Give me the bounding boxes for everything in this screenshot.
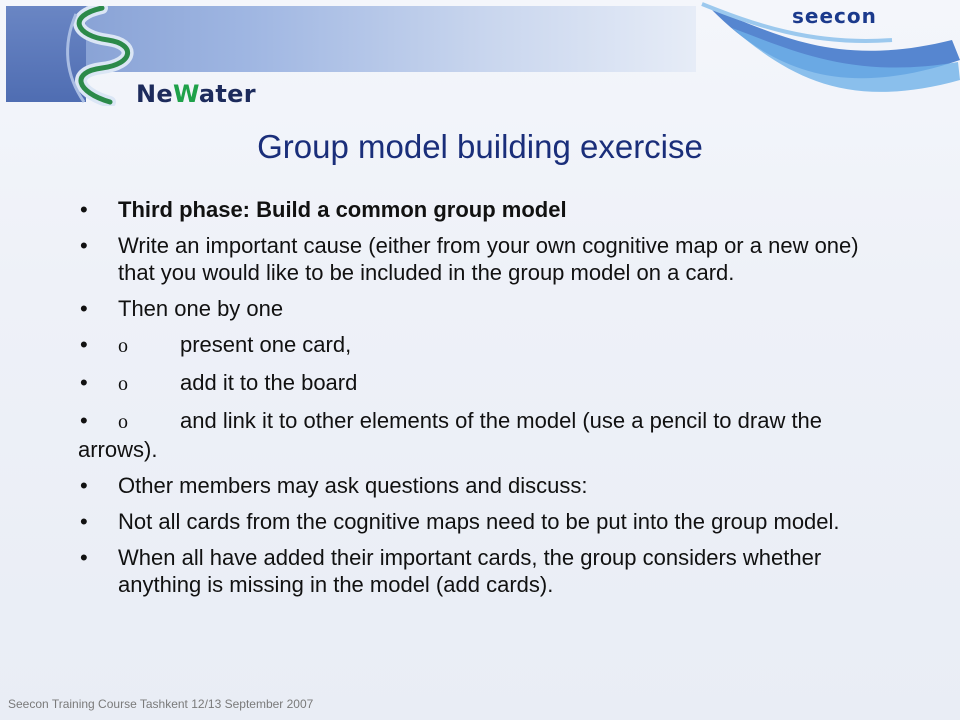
bullet-text: Not all cards from the cognitive maps need to be put into the group model. xyxy=(118,509,840,534)
sub-bullet-text: present one card, xyxy=(180,332,352,357)
bullet-text: Third phase: Build a common group model xyxy=(118,197,567,222)
bullet-icon: • xyxy=(80,370,88,395)
slide-title: Group model building exercise xyxy=(257,128,703,165)
seecon-logo-text: seecon xyxy=(792,4,877,28)
bullet-icon: • xyxy=(80,545,88,570)
bullet-icon: • xyxy=(80,332,88,357)
bullet-item xyxy=(78,196,898,223)
bullet-item xyxy=(78,508,898,535)
bullet-text: Then one by one xyxy=(118,296,284,321)
sub-bullet-item xyxy=(78,407,898,463)
bullet-icon: • xyxy=(80,197,88,222)
sub-bullet-item xyxy=(78,369,898,398)
brand-prefix: Ne xyxy=(136,80,173,108)
brand-w: W xyxy=(172,80,199,108)
bullet-item xyxy=(78,295,898,322)
brand-suffix: ater xyxy=(198,80,256,108)
sub-bullet-item xyxy=(78,331,898,360)
bullet-text: When all have added their important cards, the group considers whether anything is missing in the model (add cards). xyxy=(118,545,822,597)
bullet-text: Other members may ask questions and discuss: xyxy=(118,473,588,498)
bullet-text: Write an important cause (either from your own cognitive map or a new one) that you would like to be included in the group model on a card. xyxy=(118,233,859,285)
sub-bullet-marker: o xyxy=(118,373,128,395)
bullet-icon: • xyxy=(80,296,88,321)
bullet-icon: • xyxy=(80,408,88,433)
bullet-item xyxy=(78,472,898,499)
footer-text: Seecon Training Course Tashkent 12/13 September 2007 xyxy=(8,697,314,711)
bullet-icon: • xyxy=(80,509,88,534)
newater-river-icon xyxy=(6,6,146,106)
bullet-icon: • xyxy=(80,233,88,258)
bullet-icon: • xyxy=(80,473,88,498)
sub-bullet-marker: o xyxy=(118,411,128,433)
slide-content xyxy=(78,196,898,607)
sub-bullet-marker: o xyxy=(118,335,128,357)
bullet-item xyxy=(78,544,898,598)
sub-bullet-text: add it to the board xyxy=(180,370,358,395)
newater-logo-text xyxy=(136,80,256,108)
sub-bullet-text: and link it to other elements of the model (use a pencil to draw the arrows). xyxy=(78,408,823,462)
bullet-item xyxy=(78,232,898,286)
